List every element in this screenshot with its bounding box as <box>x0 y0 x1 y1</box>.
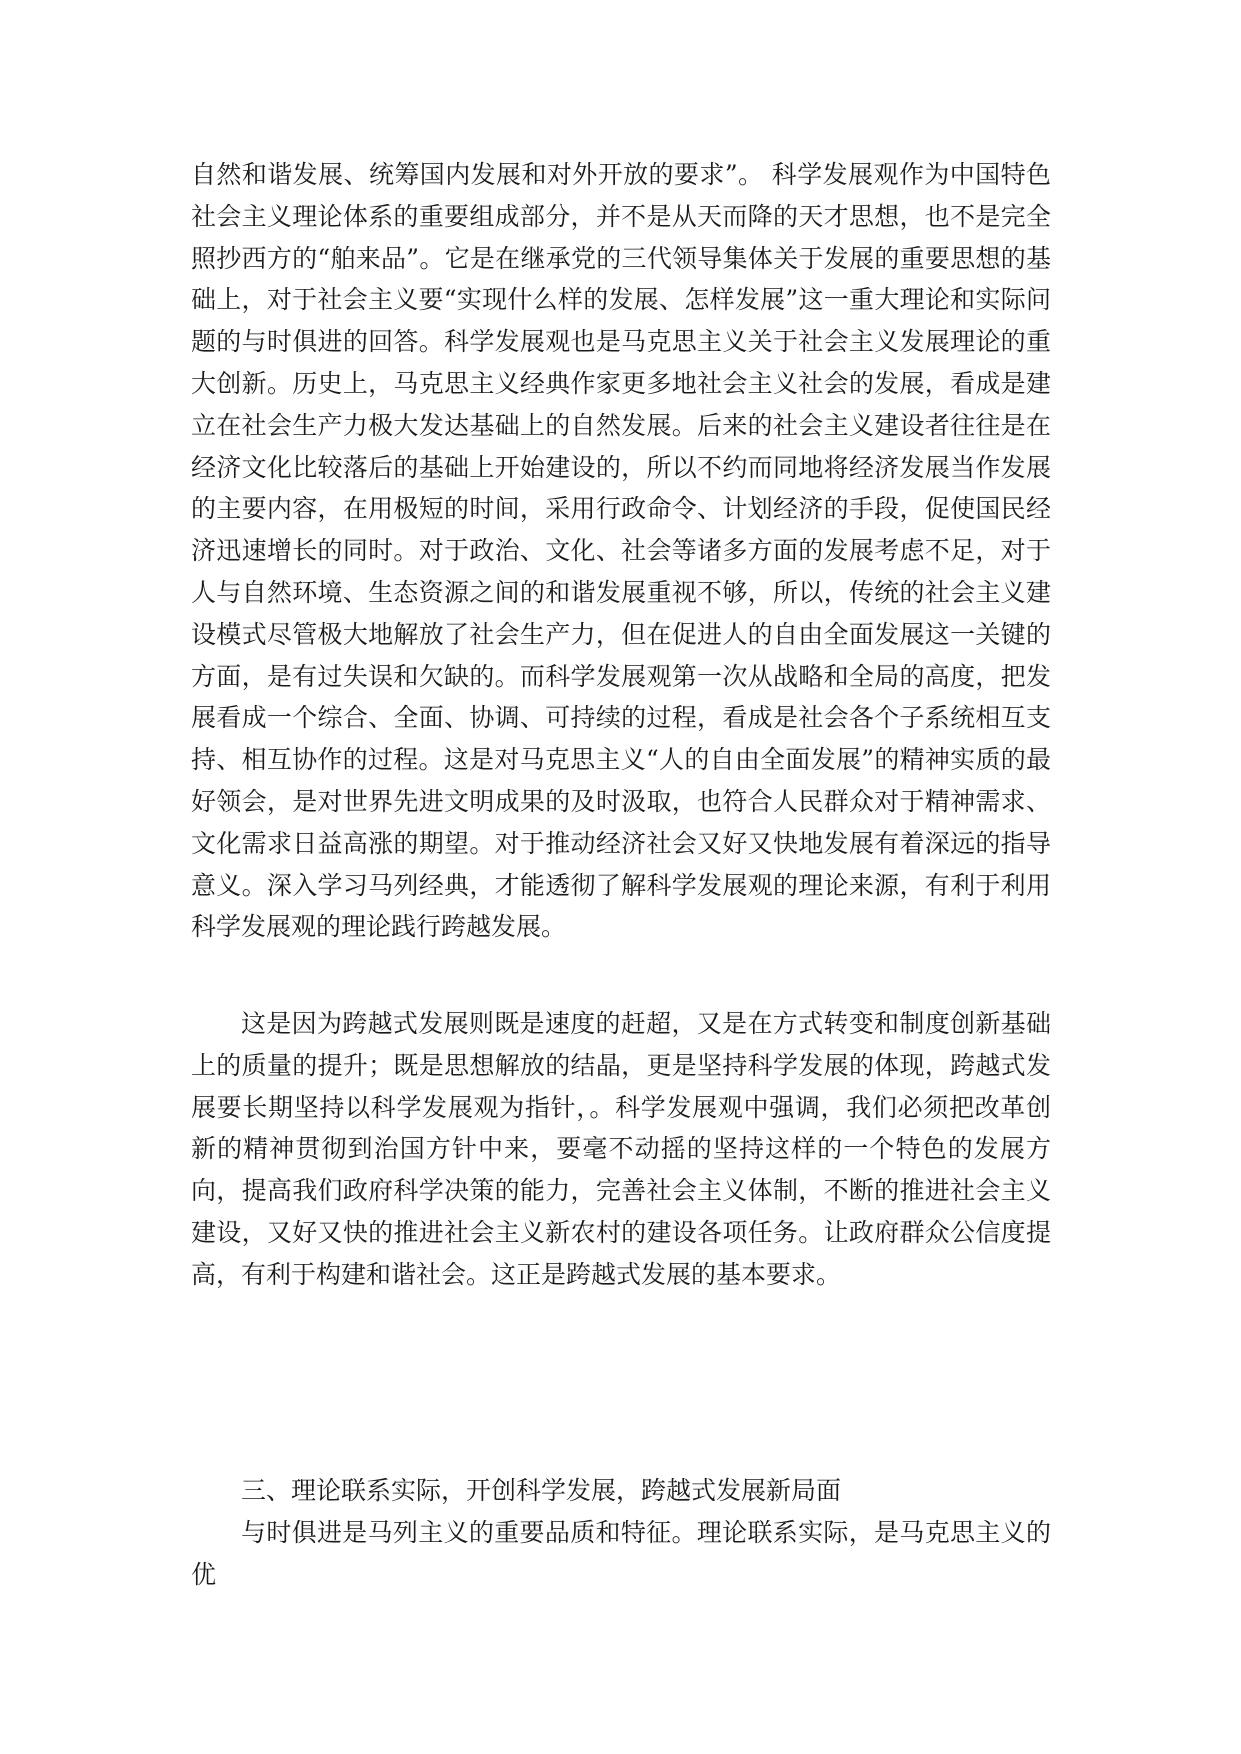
body-paragraph-1 <box>191 154 1051 948</box>
section-heading: 三、理论联系实际，开创科学发展，跨越式发展新局面 <box>241 1476 842 1505</box>
body-paragraph-3 <box>191 1512 1051 1596</box>
paragraph-text: 自然和谐发展、统筹国内发展和对外开放的要求”。 科学发展观作为中国特色社会主义理论体系的重要组成部分，并不是从天而降的天才思想，也不是完全照抄西方的“舶来品”。它是在继承党的三代领导集体关于发展的重要思想的基础上，对于社会主义要“实现什么样的发展、怎样发展”这一重大理论和实际问题的与时俱进的回答。科学发展观也是马克思主义关于社会主义发展理论的重大创新。历史上，马克思主义经典作家更多地社会主义社会的发展，看成是建立在社会生产力极大发达基础上的自然发展。后来的社会主义建设者往往是在经济文化比较落后的基础上开始建设的，所以不约而同地将经济发展当作发展的主要内容，在用极短的时间，采用行政命令、计划经济的手段，促使国民经济迅速增长的同时。对于政治、文化、社会等诸多方面的发展考虑不足，对于人与自然环境、生态资源之间的和谐发展重视不够，所以，传统的社会主义建设模式尽管极大地解放了社会生产力，但在促进人的自由全面发展这一关键的方面，是有过失误和欠缺的。而科学发展观第一次从战略和全局的高度，把发展看成一个综合、全面、协调、可持续的过程，看成是社会各个子系统相互支持、相互协作的过程。这是对马克思主义“人的自由全面发展”的精神实质的最好领会，是对世界先进文明成果的及时汲取，也符合人民群众对于精神需求、文化需求日益高涨的期望。对于推动经济社会又好又快地发展有着深远的指导意义。深入学习马列经典，才能透彻了解科学发展观的理论来源，有利于利用科学发展观的理论践行跨越发展。 <box>191 160 1051 942</box>
paragraph-text: 这是因为跨越式发展则既是速度的赶超，又是在方式转变和制度创新基础上的质量的提升；既是思想解放的结晶，更是坚持科学发展的体现，跨越式发展要长期坚持以科学发展观为指针，。科学发展观中强调，我们必须把改革创新的精神贯彻到治国方针中来，要毫不动摇的坚持这样的一个特色的发展方向，提高我们政府科学决策的能力，完善社会主义体制，不断的推进社会主义建设，又好又快的推进社会主义新农村的建设各项任务。让政府群众公信度提高，有利于构建和谐社会。这正是跨越式发展的基本要求。 <box>191 1009 1051 1289</box>
body-paragraph-2 <box>191 1003 1051 1296</box>
paragraph-text: 与时俱进是马列主义的重要品质和特征。理论联系实际，是马克思主义的优 <box>191 1518 1051 1589</box>
